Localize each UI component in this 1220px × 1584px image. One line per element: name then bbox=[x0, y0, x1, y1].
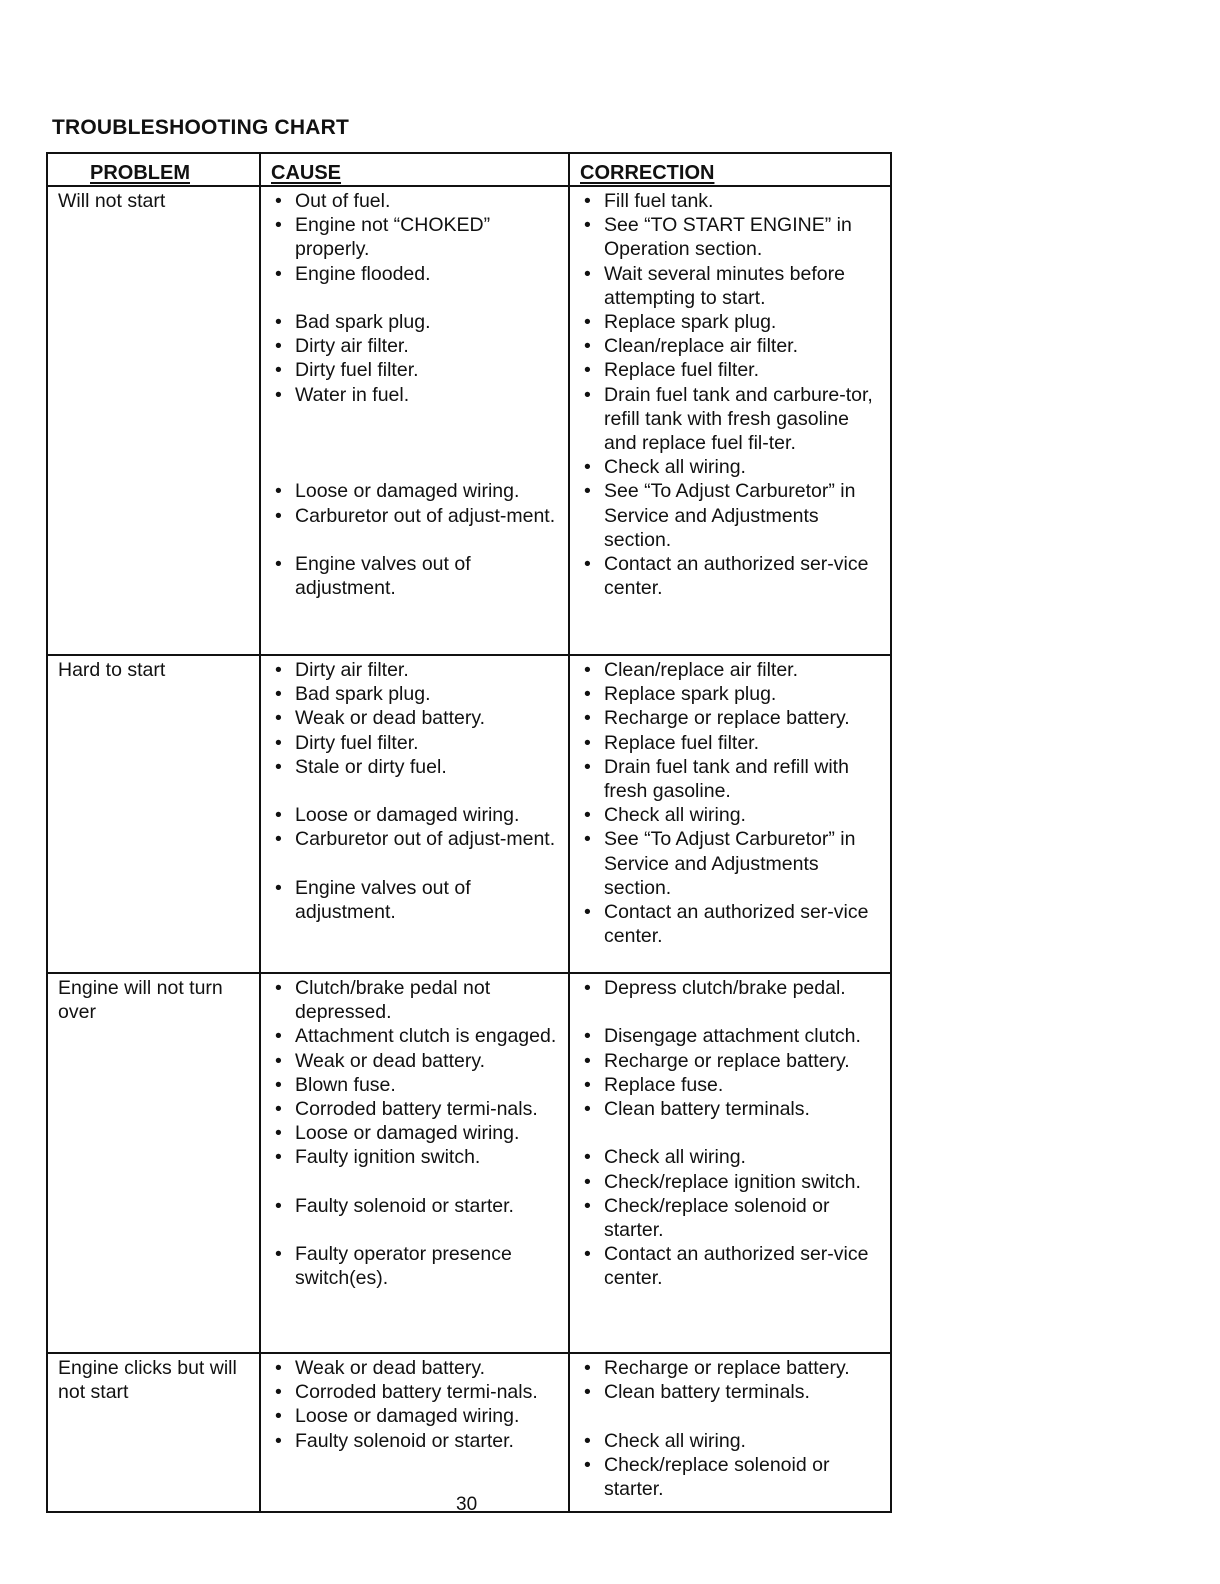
cause-item: • Faulty solenoid or starter. bbox=[271, 1194, 562, 1218]
correction-item: • Replace fuse. bbox=[580, 1073, 884, 1097]
correction-item: • Contact an authorized ser-vice center. bbox=[580, 1242, 884, 1290]
problem-cell: Hard to start bbox=[47, 655, 260, 973]
cause-item: • Corroded battery termi-nals. bbox=[271, 1097, 562, 1121]
correction-item: • Replace spark plug. bbox=[580, 682, 884, 706]
correction-item: • Check all wiring. bbox=[580, 1145, 884, 1169]
table-row bbox=[47, 655, 891, 973]
correction-item: • Check all wiring. bbox=[580, 455, 884, 479]
cause-cell bbox=[260, 655, 569, 973]
correction-item: • Wait several minutes before attempting to start. bbox=[580, 262, 884, 310]
correction-item: • Drain fuel tank and refill with fresh gasoline. bbox=[580, 755, 884, 803]
cause-item: • Dirty air filter. bbox=[271, 334, 562, 358]
correction-item: • See “TO START ENGINE” in Operation section. bbox=[580, 213, 884, 261]
cause-item: • Bad spark plug. bbox=[271, 310, 562, 334]
correction-item: • Clean battery terminals. bbox=[580, 1097, 884, 1121]
problem-column-header: PROBLEM bbox=[47, 153, 260, 186]
cause-item: • Bad spark plug. bbox=[271, 682, 562, 706]
correction-item: • Replace fuel filter. bbox=[580, 358, 884, 382]
problem-cell: Engine will not turn over bbox=[47, 973, 260, 1353]
cause-item: • Faulty ignition switch. bbox=[271, 1145, 562, 1169]
cause-item: • Blown fuse. bbox=[271, 1073, 562, 1097]
cause-column-header: CAUSE bbox=[260, 153, 569, 186]
correction-item: • See “To Adjust Carburetor” in Service and Adjustments section. bbox=[580, 827, 884, 900]
correction-item: • Contact an authorized ser-vice center. bbox=[580, 900, 884, 948]
cause-cell bbox=[260, 1353, 569, 1512]
correction-column-header: CORRECTION bbox=[569, 153, 891, 186]
correction-item: • Disengage attachment clutch. bbox=[580, 1024, 884, 1048]
cause-cell bbox=[260, 973, 569, 1353]
correction-item: • Drain fuel tank and carbure-tor, refill tank with fresh gasoline and replace fuel fil-ter. bbox=[580, 383, 884, 456]
cause-item: • Faulty operator presence switch(es). bbox=[271, 1242, 562, 1290]
cause-item: • Stale or dirty fuel. bbox=[271, 755, 562, 779]
cause-item: • Clutch/brake pedal not depressed. bbox=[271, 976, 562, 1024]
cause-item: • Dirty fuel filter. bbox=[271, 358, 562, 382]
correction-cell bbox=[569, 1353, 891, 1512]
cause-cell bbox=[260, 186, 569, 655]
page-number: 30 bbox=[456, 1494, 478, 1515]
table-row bbox=[47, 1353, 891, 1512]
cause-item: • Loose or damaged wiring. bbox=[271, 1404, 562, 1428]
correction-item: • Replace fuel filter. bbox=[580, 731, 884, 755]
correction-cell bbox=[569, 973, 891, 1353]
correction-item: • Check/replace solenoid or starter. bbox=[580, 1453, 884, 1501]
cause-item: • Carburetor out of adjust-ment. bbox=[271, 504, 562, 528]
correction-item: • Replace spark plug. bbox=[580, 310, 884, 334]
correction-item: • Clean battery terminals. bbox=[580, 1380, 884, 1404]
correction-item: • Check/replace solenoid or starter. bbox=[580, 1194, 884, 1242]
cause-item: • Corroded battery termi-nals. bbox=[271, 1380, 562, 1404]
cause-item: • Out of fuel. bbox=[271, 189, 562, 213]
problem-cell: Will not start bbox=[47, 186, 260, 655]
cause-item: • Loose or damaged wiring. bbox=[271, 1121, 562, 1145]
cause-item: • Engine valves out of adjustment. bbox=[271, 876, 562, 924]
cause-item: • Attachment clutch is engaged. bbox=[271, 1024, 562, 1048]
correction-item: • Fill fuel tank. bbox=[580, 189, 884, 213]
table-row bbox=[47, 973, 891, 1353]
cause-item: • Faulty solenoid or starter. bbox=[271, 1429, 562, 1453]
cause-item: • Loose or damaged wiring. bbox=[271, 803, 562, 827]
table-header-row bbox=[47, 153, 891, 186]
problem-cell: Engine clicks but will not start bbox=[47, 1353, 260, 1512]
correction-item: • Recharge or replace battery. bbox=[580, 1356, 884, 1380]
troubleshooting-table bbox=[46, 152, 892, 1513]
correction-cell bbox=[569, 655, 891, 973]
correction-cell bbox=[569, 186, 891, 655]
correction-item: • Depress clutch/brake pedal. bbox=[580, 976, 884, 1000]
correction-item: • Clean/replace air filter. bbox=[580, 334, 884, 358]
cause-item: • Weak or dead battery. bbox=[271, 1356, 562, 1380]
table-row bbox=[47, 186, 891, 655]
cause-item: • Loose or damaged wiring. bbox=[271, 479, 562, 503]
cause-item: • Dirty air filter. bbox=[271, 658, 562, 682]
correction-item: • Recharge or replace battery. bbox=[580, 1049, 884, 1073]
cause-item: • Weak or dead battery. bbox=[271, 1049, 562, 1073]
correction-item: • See “To Adjust Carburetor” in Service and Adjustments section. bbox=[580, 479, 884, 552]
correction-item: • Check all wiring. bbox=[580, 1429, 884, 1453]
correction-item: • Contact an authorized ser-vice center. bbox=[580, 552, 884, 600]
cause-item: • Water in fuel. bbox=[271, 383, 562, 407]
cause-item: • Carburetor out of adjust-ment. bbox=[271, 827, 562, 851]
cause-item: • Engine not “CHOKED” properly. bbox=[271, 213, 562, 261]
correction-item: • Clean/replace air filter. bbox=[580, 658, 884, 682]
correction-item: • Recharge or replace battery. bbox=[580, 706, 884, 730]
cause-item: • Dirty fuel filter. bbox=[271, 731, 562, 755]
correction-item: • Check/replace ignition switch. bbox=[580, 1170, 884, 1194]
cause-item: • Weak or dead battery. bbox=[271, 706, 562, 730]
cause-item: • Engine flooded. bbox=[271, 262, 562, 286]
correction-item: • Check all wiring. bbox=[580, 803, 884, 827]
cause-item: • Engine valves out of adjustment. bbox=[271, 552, 562, 600]
chart-title: TROUBLESHOOTING CHART bbox=[52, 116, 350, 139]
